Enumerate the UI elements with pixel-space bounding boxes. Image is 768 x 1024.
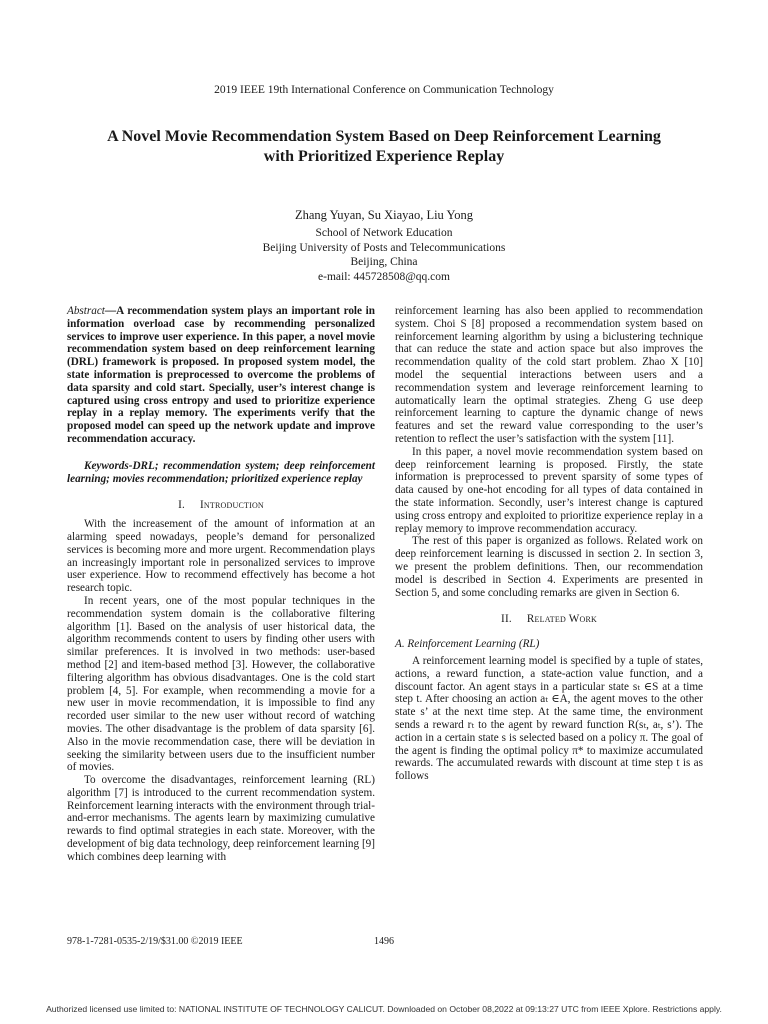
conference-name: 2019 IEEE 19th International Conference on Communication Technology [214,84,554,96]
affiliation-school: School of Network Education [315,227,453,239]
intro-paragraph-4: In this paper, a novel movie recommendation system based on deep reinforcement learning is proposed. Firstly, the state information is preprocessed to prevent sparsity of some types of data caused by one-hot encoding for all types of data contained in the state information. Secondly, user’s interest change is captured using cross entropy and exploited to prioritize experience replay in a replay memory to improve recommendation accuracy. [395,445,703,535]
footer-isbn: 978-1-7281-0535-2/19/$31.00 ©2019 IEEE [67,936,243,947]
abstract-text: —A recommendation system plays an important role in information overload case by recommending personalized services to improve user experience. In this paper, a novel movie recommendation system based on deep reinforcement learning (DRL) framework is proposed. In proposed system model, the state information is preprocessed to overcome the problems of data sparsity and cold start. Specially, user’s interest change is captured using cross entropy and used to prioritize experience replay in a replay memory. The experiments verify that the proposed model can speed up the network update and improve recommendation accuracy. [67,305,375,445]
intro-paragraph-3: To overcome the disadvantages, reinforcement learning (RL) algorithm [7] is introduced to the current recommendation system. Reinforcement learning interacts with the environment through trial-and-error mechanisms. The agents learn by maximizing cumulative rewards to find optimal strategies in each state. Moreover, with the development of big data technology, deep reinforcement learning [9] which combines deep learning with [67,774,375,863]
keywords: Keywords-DRL; recommendation system; deep reinforcement learning; movies recommendation; prioritized experience replay [67,459,375,485]
abstract [67,305,375,446]
author-list: Zhang Yuyan, Su Xiayao, Liu Yong [294,208,473,222]
affiliation-block [0,226,768,284]
right-column [395,305,703,783]
rl-paragraph: A reinforcement learning model is specified by a tuple of states, actions, a reward function, a state-action value function, and a discount factor. An agent stays in a particular state sₜ ∈S at a time step t. After choosing an action aₜ ∈A, the agent moves to the other state s’ at the next time step. At the same time, the environment sends a reward rₜ to the agent by reward function R(sₜ, aₜ, s’). The action in a certain state s is selected based on a policy π. The goal of the agent is finding the optimal policy π* to maximize accumulated rewards. The accumulated rewards with discount at time step t is as follows [395,654,703,783]
intro-paragraph-1: With the increasement of the amount of information at an alarming speed nowadays, people’s demand for personalized services is becoming more and more urgent. Recommendation plays an increasingly important role in personalized services to improve user experience. How to recommend effectively has become a hot research topic. [67,518,375,595]
section-title: Related Work [526,613,597,626]
section-number: II. [501,613,512,626]
section-title: Introduction [200,499,264,512]
affiliation-email: e-mail: 445728508@qq.com [318,270,450,283]
intro-paragraph-3-continued: reinforcement learning has also been applied to recommendation system. Choi S [8] proposed a recommendation system based on reinforcement learning algorithm by using a biclustering technique that can reduce the state and action space but also improves the recommendation quality of the cold start problem. Zhao X [10] model the sequential interactions between users and a recommendation system and leverage reinforcement learning to automatically learn the optimal strategies. Zheng G use deep reinforcement learning to capture the dynamic change of news features and set the reward value corresponding to the user’s retention to reflect the user’s satisfaction with the system [11]. [395,305,703,445]
section-number: I. [178,499,186,512]
affiliation-university: Beijing University of Posts and Telecommunications [262,241,506,254]
abstract-label: Abstract [67,305,105,317]
intro-paragraph-2: In recent years, one of the most popular techniques in the recommendation system domain is the collaborative filtering algorithm [1]. Based on the analysis of user historical data, the algorithm recommends content to users by finding other users with similar preferences. It is involved in two methods: user-based method [2] and item-based method [3]. However, the collaborative filtering algorithm has obvious disadvantages. One is the cold start problem [4, 5]. For example, when recommending a movie for a new user in movie recommendation, it is impossible to find any recorded user similar to the new user without record of watching movies. The other disadvantage is the problem of data sparsity [6]. Also in the movie recommendation case, there will be deviation in seeking the similarity between users due to the insufficient number of movies. [67,594,375,774]
paper-title-line-2: with Prioritized Experience Replay [263,148,505,165]
page-number: 1496 [374,936,394,947]
subsection-heading-rl: A. Reinforcement Learning (RL) [395,638,540,651]
section-heading-related-work [395,613,703,626]
paper-title-line-1: A Novel Movie Recommendation System Based on Deep Reinforcement Learning [107,128,661,145]
affiliation-location: Beijing, China [350,256,418,268]
intro-paragraph-5: The rest of this paper is organized as follows. Related work on deep reinforcement learning is discussed in section 2. In section 3, we present the problem definitions. Then, our recommendation model is described in Section 4. Experiments are presented in Section 5, and some concluding remarks are given in Section 6. [395,535,703,599]
left-column [67,305,375,864]
license-notice: Authorized licensed use limited to: NATIONAL INSTITUTE OF TECHNOLOGY CALICUT. Downloaded on October 08,2022 at 09:13:27 UTC from IEEE Xplore. Restrictions apply. [46,1004,722,1014]
paper-title [60,127,708,167]
section-heading-introduction [67,499,375,512]
